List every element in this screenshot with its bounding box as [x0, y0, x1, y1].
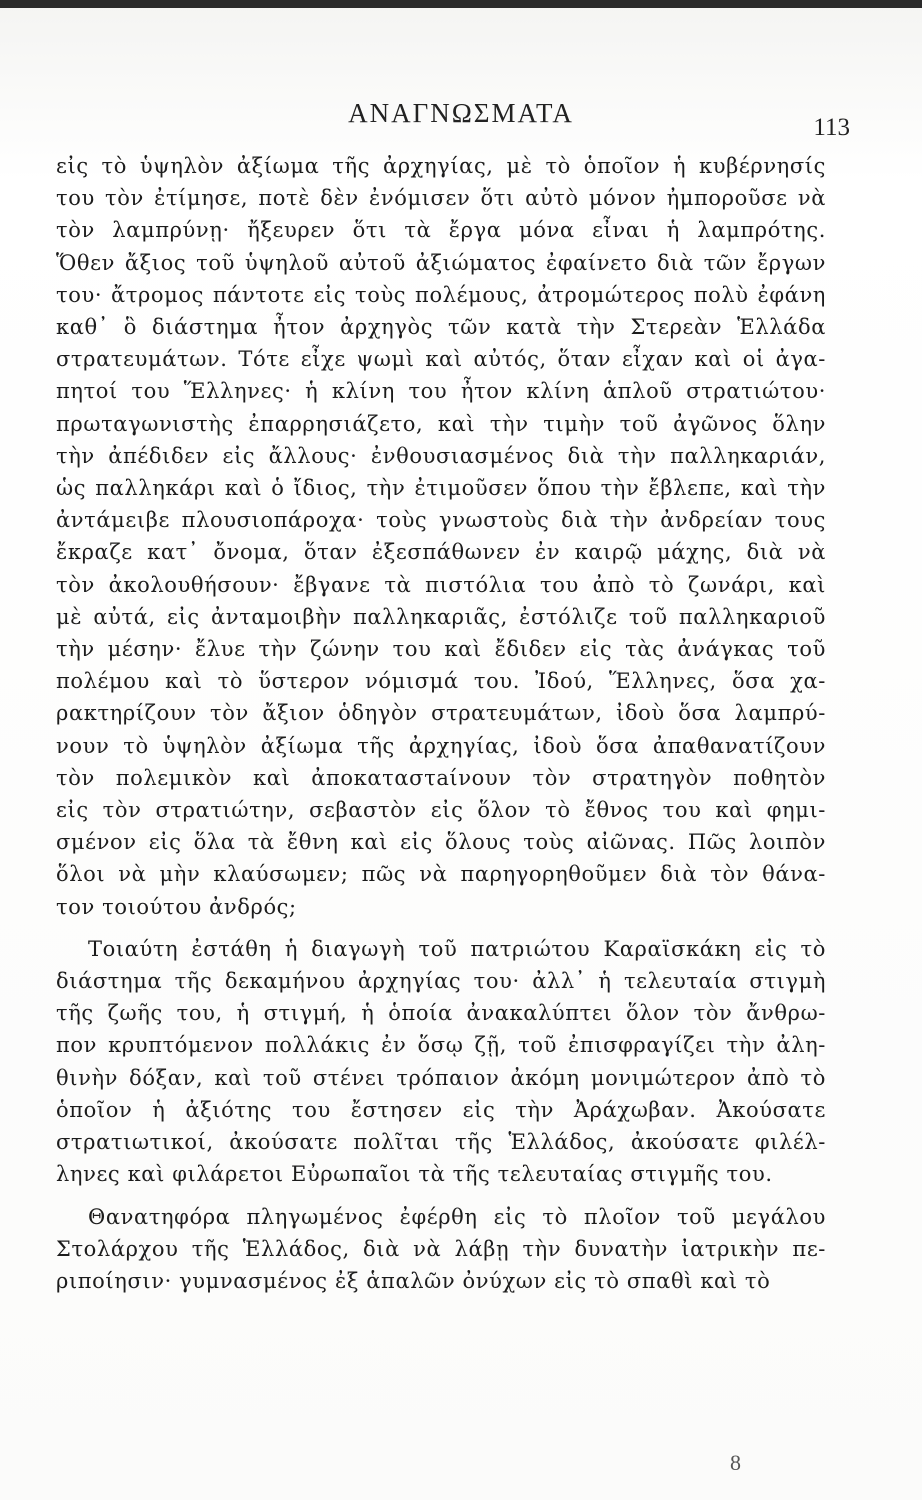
page-number: 113: [813, 114, 850, 141]
text-line: θινὴν δόξαν, καὶ τοῦ στένει τρόπαιον ἀκόμη μονιμώτερον ἀπὸ τὸ: [56, 1065, 826, 1090]
text-line: στρατιωτικοί, ἀκούσατε πολῖται τῆς Ἑλλάδος, ἀκούσατε φιλέλ-: [56, 1130, 826, 1155]
text-line: ὅλοι νὰ μὴν κλαύσωμεν; πῶς νὰ παρηγορηθοῦμεν διὰ τὸν θάνα-: [56, 862, 826, 887]
text-line: Θανατηφόρα πληγωμένος ἐφέρθη εἰς τὸ πλοῖον τοῦ μεγάλου: [88, 1204, 826, 1229]
text-line: εἰς τὸν στρατιώτην, σεβαστὸν εἰς ὅλον τὸ ἔθνος του καὶ φημι-: [56, 798, 826, 823]
signature-mark: 8: [730, 1450, 741, 1475]
text-line: τον τοιούτου ἀνδρός;: [56, 894, 297, 919]
running-title: ΑΝΑΓΝΩΣΜΑΤΑ: [348, 98, 574, 128]
text-line: Ὅθεν ἄξιος τοῦ ὑψηλοῦ αὐτοῦ ἀξιώματος ἐφαίνετο διὰ τῶν ἔργων: [56, 250, 826, 275]
paragraph-gap: [56, 1191, 826, 1201]
text-line: στρατευμάτων. Τότε εἶχε ψωμὶ καὶ αὐτός, ὅταν εἶχαν καὶ οἱ ἀγα-: [56, 347, 826, 372]
text-line: πον κρυπτόμενον πολλάκις ἐν ὅσῳ ζῇ, τοῦ ἐπισφραγίζει τὴν ἀλη-: [56, 1033, 826, 1058]
text-line: σμένον εἰς ὅλα τὰ ἔθνη καὶ εἰς ὅλους τοὺς αἰῶνας. Πῶς λοιπὸν: [56, 830, 826, 855]
text-line: τὴν ἀπέδιδεν εἰς ἄλλους· ἐνθουσιασμένος διὰ τὴν παλληκαριάν,: [56, 443, 826, 468]
text-line: μὲ αὐτά, εἰς ἀνταμοιβὴν παλληκαριᾶς, ἐστόλιζε τοῦ παλληκαριοῦ: [56, 604, 826, 629]
text-line: τῆς ζωῆς του, ἡ στιγμή, ἡ ὁποία ἀνακαλύπτει ὅλον τὸν ἄνθρω-: [56, 1001, 826, 1026]
text-line: ἀντάμειβε πλουσιοπάροχα· τοὺς γνωστοὺς διὰ τὴν ἀνδρείαν τους: [56, 508, 826, 533]
text-line: του τὸν ἐτίμησε, ποτὲ δὲν ἐνόμισεν ὅτι αὐτὸ μόνον ἠμποροῦσε νὰ: [56, 186, 826, 211]
text-line: εἰς τὸ ὑψηλὸν ἀξίωμα τῆς ἀρχηγίας, μὲ τὸ ὁποῖον ἡ κυβέρνησίς: [56, 154, 826, 178]
paragraph-gap: [56, 923, 826, 933]
text-line: ριποίησιν· γυμνασμένος ἐξ ἁπαλῶν ὀνύχων εἰς τὸ σπαθὶ καὶ τὸ: [56, 1268, 771, 1293]
text-line: Στολάρχου τῆς Ἑλλάδος, διὰ νὰ λάβῃ τὴν δυνατὴν ἰατρικὴν πε-: [56, 1236, 826, 1261]
text-line: ὁποῖον ἡ ἀξιότης του ἔστησεν εἰς τὴν Ἀράχωβαν. Ἀκούσατε: [56, 1097, 826, 1122]
text-line: καθ᾽ ὃ διάστημα ἦτον ἀρχηγὸς τῶν κατὰ τὴν Στερεὰν Ἑλλάδα: [56, 315, 826, 340]
text-line: πητοί του Ἕλληνες· ἡ κλίνη του ἦτον κλίνη ἁπλοῦ στρατιώτου·: [56, 379, 826, 404]
text-line: τὸν πολεμικὸν καὶ ἀποκαταστaίνουν τὸν στρατηγὸν ποθητὸν: [56, 765, 826, 790]
text-line: πρωταγωνιστὴς ἐπαρρησιάζετο, καὶ τὴν τιμὴν τοῦ ἀγῶνος ὅλην: [56, 411, 826, 436]
text-line: ἔκραζε κατ᾽ ὄνομα, ὅταν ἐξεσπάθωνεν ἐν καιρῷ μάχης, διὰ νὰ: [56, 540, 826, 565]
text-line: ρακτηρίζουν τὸν ἄξιον ὁδηγὸν στρατευμάτων, ἰδοὺ ὅσα λαμπρύ-: [56, 701, 826, 726]
text-line: του· ἄτρομος πάντοτε εἰς τοὺς πολέμους, ἀτρομώτερος πολὺ ἐφάνη: [56, 282, 826, 307]
text-line: Τοιαύτη ἐστάθη ἡ διαγωγὴ τοῦ πατριώτου Καραϊσκάκη εἰς τὸ: [88, 936, 826, 961]
text-line: νουν τὸ ὑψηλὸν ἀξίωμα τῆς ἀρχηγίας, ἰδοὺ ὅσα ἀπαθανατίζουν: [56, 733, 826, 758]
text-line: ὡς παλληκάρι καὶ ὁ ἴδιος, τὴν ἐτιμοῦσεν ὅπου τὴν ἔβλεπε, καὶ τὴν: [56, 476, 826, 501]
paragraph: [56, 933, 826, 1191]
text-line: πολέμου καὶ τὸ ὕστερον νόμισμά του. Ἰδού, Ἕλληνες, ὅσα χα-: [56, 669, 826, 694]
text-line: ληνες καὶ φιλάρετοι Εὐρωπαῖοι τὰ τῆς τελευταίας στιγμῆς του.: [56, 1162, 773, 1187]
text-line: τὴν μέσην· ἔλυε τὴν ζώνην του καὶ ἔδιδεν εἰς τὰς ἀνάγκας τοῦ: [56, 637, 826, 662]
text-line: τὸν λαμπρύνῃ· ἤξευρεν ὅτι τὰ ἔργα μόνα εἶναι ἡ λαμπρότης.: [56, 218, 826, 243]
paragraph: [56, 150, 826, 923]
paragraph: [56, 1201, 826, 1298]
scan-edge: [0, 0, 922, 8]
body-text: [56, 150, 826, 1297]
text-line: διάστημα τῆς δεκαμήνου ἀρχηγίας του· ἀλλ᾽ ἡ τελευταία στιγμὴ: [56, 969, 826, 994]
text-line: τὸν ἀκολουθήσουν· ἔβγανε τὰ πιστόλια του ἀπὸ τὸ ζωνάρι, καὶ: [56, 572, 826, 597]
